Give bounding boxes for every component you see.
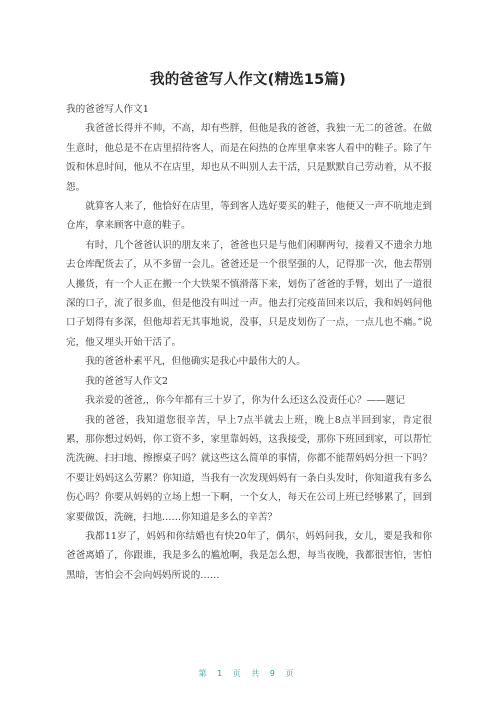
paragraph: 我亲爱的爸爸,，你今年都有三十岁了，你为什么还这么没责任心？——题记 [85, 395, 405, 407]
section-heading: 我的爸爸写人作文2 [85, 375, 169, 387]
paragraph: 我都11岁了，妈妈和你结婚也有快20年了，偶尔，妈妈问我，女儿，要是我和你爸爸离婚了，你跟谁，我是多么的尴尬啊，我是怎么想，每当夜晚，我都很害怕，害怕黑暗，害怕会不会向妈妈所说的…… [66, 530, 432, 581]
paragraph: 就算客人来了，他恰好在店里，等到客人选好要买的鞋子，他便又一声不吭地走到仓库，拿来顾客中意的鞋子。 [66, 201, 432, 232]
paragraph: 我爸爸长得并不帅，不高，却有些胖，但他是我的爸爸，我独一无二的爸爸。在做生意时，他总是不在店里招待客人，而是在闷热的仓库里拿来客人看中的鞋子。除了午饭和休息时间，他从不在店里，却也从不叫别人去干活，只是默默自己劳动着，从不报怨。 [66, 123, 432, 193]
section-heading: 我的爸爸写人作文1 [66, 104, 149, 115]
document-body [66, 100, 432, 585]
page-number-label: 第 1 页 共 9 页 [198, 669, 298, 678]
page-footer [0, 668, 496, 679]
paragraph: 我的爸爸，我知道您很辛苦，早上7点半就去上班，晚上8点半回到家，肯定很累，那你想过妈妈，你工资不多，家里靠妈妈，这我接受，那你下班回到家，可以帮忙洗洗碗、扫扫地、擦擦桌子吗？就这些这么简单的事情，你都不能帮妈妈分担一下吗？不要让妈妈这么劳累？你知道，当我有一次发现妈妈有一条白头发时，你知道我有多么伤心吗？你要从妈妈的立场上想一下啊，一个女人，每天在公司上班已经够累了，回到家要做饭，洗碗，扫地……你知道是多么的辛苦？ [66, 414, 432, 523]
paragraph: 有时，几个爸爸认识的朋友来了，爸爸也只是与他们闲聊两句，接着又不遗余力地去仓库配货去了，从不多留一会儿。爸爸还是一个很坚强的人，记得那一次，他去帮别人搬货，有一个人正在搬一个大铁架不慎滑落下来，划伤了爸爸的手臂，划出了一道很深的口子，流了很多血，但是他没有叫过一声。他去打完疫苗回来以后，我和妈妈问他口子划得有多深，但他却若无其事地说，没事，只是皮划伤了一点，一点儿也不痛。”说完，他又埋头开始干活了。 [66, 239, 432, 348]
document-title: 我的爸爸写人作文(精选15篇) [150, 72, 346, 88]
paragraph: 我的爸爸朴素平凡，但他确实是我心中最伟大的人。 [85, 356, 306, 368]
